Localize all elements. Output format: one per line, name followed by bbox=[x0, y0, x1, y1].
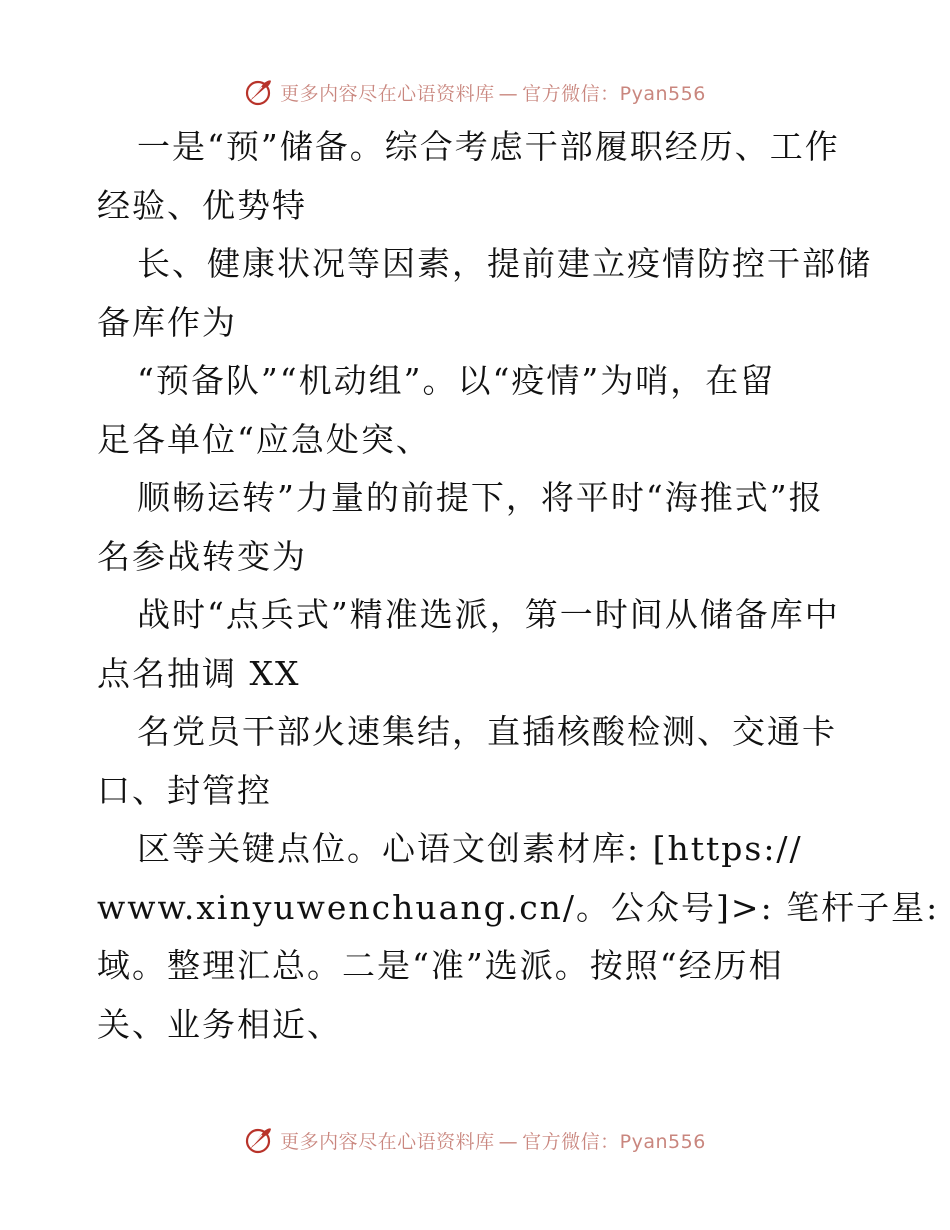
body-line: 名党员干部火速集结，直插核酸检测、交通卡 bbox=[137, 712, 837, 751]
body-line: 长、健康状况等因素，提前建立疫情防控干部储 bbox=[137, 244, 872, 283]
document-body bbox=[97, 118, 940, 1054]
body-line: 域。整理汇总。二是“准”选派。按照“经历相 bbox=[97, 946, 784, 985]
footer-banner-text bbox=[280, 1127, 706, 1154]
body-line: 经验、优势特 bbox=[97, 185, 307, 225]
body-line: 顺畅运转”力量的前提下，将平时“海推式”报 bbox=[137, 478, 824, 517]
body-line: 战时“点兵式”精准选派，第一时间从储备库中 bbox=[137, 595, 840, 634]
footer-banner-dash: — bbox=[498, 1130, 519, 1153]
header-banner-wechat: 官方微信：Pyan556 bbox=[522, 82, 706, 105]
footer-banner-wechat: 官方微信：Pyan556 bbox=[522, 1130, 706, 1153]
feather-pen-logo-icon bbox=[244, 1125, 274, 1155]
header-banner-text bbox=[280, 79, 706, 106]
header-banner-dash: — bbox=[498, 82, 519, 105]
body-line: “预备队”“机动组”。以“疫情”为哨，在留 bbox=[137, 361, 776, 400]
header-banner-title: 更多内容尽在心语资料库 bbox=[280, 82, 495, 105]
body-line: 点名抽调 XX bbox=[97, 653, 301, 693]
body-line: 足各单位“应急处突、 bbox=[97, 419, 431, 459]
body-line: 名参战转变为 bbox=[97, 536, 307, 576]
footer-watermark-banner bbox=[0, 1120, 950, 1160]
body-line: 口、封管控 bbox=[97, 770, 272, 810]
body-line: 备库作为 bbox=[97, 302, 237, 342]
body-line: 区等关键点位。心语文创素材库: [https:// bbox=[137, 829, 803, 868]
body-line: 一是“预”储备。综合考虑干部履职经历、工作 bbox=[137, 127, 840, 166]
body-line: 关、业务相近、 bbox=[97, 1004, 342, 1044]
footer-banner-title: 更多内容尽在心语资料库 bbox=[280, 1130, 495, 1153]
body-line: www.xinyuwenchuang.cn/。公众号]>: 笔杆子星: bbox=[97, 887, 940, 927]
feather-pen-logo-icon bbox=[244, 77, 274, 107]
header-watermark-banner bbox=[0, 72, 950, 112]
